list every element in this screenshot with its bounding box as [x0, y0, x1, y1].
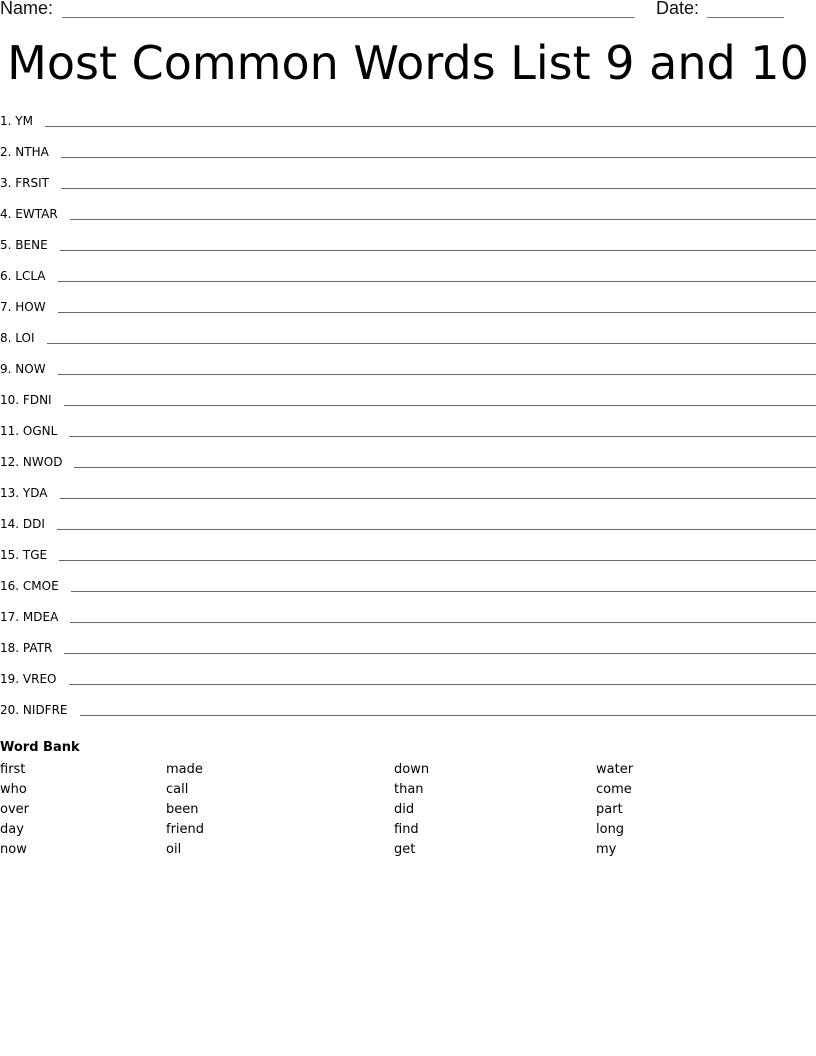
list-item — [0, 112, 816, 143]
scrambled-word — [0, 577, 71, 595]
word-bank-word: long — [596, 822, 625, 837]
word-bank-column — [166, 760, 204, 860]
scrambled-word — [0, 236, 60, 254]
word-bank-word: down — [394, 762, 430, 777]
item-scramble: NWOD — [22, 455, 63, 469]
scrambled-word — [0, 515, 57, 533]
word-bank-word: find — [394, 822, 419, 837]
word-bank-word: over — [0, 802, 29, 817]
word-bank-word: than — [394, 782, 424, 797]
answer-line[interactable] — [60, 236, 816, 251]
item-scramble: VREO — [22, 672, 57, 686]
item-number: 7. — [0, 300, 12, 314]
item-number: 5. — [0, 238, 12, 252]
item-number: 1. — [0, 114, 12, 128]
word-bank-word: water — [596, 762, 634, 777]
scrambled-word — [0, 391, 64, 409]
answer-line[interactable] — [70, 608, 816, 623]
word-bank-word: did — [394, 802, 415, 817]
answer-line[interactable] — [61, 143, 816, 158]
list-item — [0, 391, 816, 422]
answer-line[interactable] — [57, 515, 816, 530]
item-number: 11. — [0, 424, 20, 438]
list-item — [0, 143, 816, 174]
answer-line[interactable] — [47, 329, 816, 344]
item-scramble: PATR — [22, 641, 53, 655]
item-scramble: FRSIT — [15, 176, 50, 190]
answer-line[interactable] — [58, 298, 816, 313]
scrambled-word — [0, 546, 59, 564]
item-scramble: LCLA — [15, 269, 46, 283]
date-label: Date: — [656, 0, 700, 18]
item-number: 4. — [0, 207, 12, 221]
item-number: 17. — [0, 610, 20, 624]
header — [0, 0, 816, 24]
item-scramble: NIDFRE — [22, 703, 68, 717]
item-number: 8. — [0, 331, 12, 345]
word-bank-word: who — [0, 782, 27, 797]
answer-line[interactable] — [71, 577, 816, 592]
answer-line[interactable] — [45, 112, 816, 127]
scrambled-word — [0, 422, 69, 440]
word-bank-title: Word Bank — [0, 740, 80, 755]
name-blank-line[interactable] — [62, 17, 635, 18]
list-item — [0, 298, 816, 329]
name-label: Name: — [0, 0, 54, 18]
word-bank-word: now — [0, 842, 27, 857]
list-item — [0, 267, 816, 298]
answer-line[interactable] — [69, 422, 816, 437]
scrambled-word — [0, 143, 61, 161]
item-number: 16. — [0, 579, 20, 593]
answer-line[interactable] — [61, 174, 816, 189]
word-bank-word: oil — [166, 842, 182, 857]
scrambled-word — [0, 112, 45, 130]
scrambled-word — [0, 453, 74, 471]
scrambled-word — [0, 360, 58, 378]
word-bank-word: first — [0, 762, 26, 777]
scrambled-word — [0, 670, 69, 688]
item-number: 14. — [0, 517, 20, 531]
scrambled-word — [0, 267, 58, 285]
item-scramble: FDNI — [22, 393, 52, 407]
scrambled-word — [0, 639, 64, 657]
item-scramble: BENE — [15, 238, 48, 252]
word-bank-word: get — [394, 842, 416, 857]
item-scramble: EWTAR — [15, 207, 58, 221]
item-scramble: NTHA — [15, 145, 49, 159]
list-item — [0, 422, 816, 453]
date-blank-line[interactable] — [707, 17, 784, 18]
list-item — [0, 515, 816, 546]
answer-line[interactable] — [70, 205, 816, 220]
word-bank-word: my — [596, 842, 617, 857]
list-item — [0, 236, 816, 267]
answer-line[interactable] — [58, 360, 816, 375]
list-item — [0, 329, 816, 360]
scrambled-word — [0, 608, 70, 626]
list-item — [0, 670, 816, 701]
item-number: 15. — [0, 548, 20, 562]
list-item — [0, 205, 816, 236]
item-scramble: CMOE — [22, 579, 59, 593]
item-number: 10. — [0, 393, 20, 407]
item-scramble: LOI — [15, 331, 35, 345]
item-number: 19. — [0, 672, 20, 686]
answer-line[interactable] — [80, 701, 816, 716]
list-item — [0, 174, 816, 205]
item-scramble: NOW — [15, 362, 46, 376]
answer-line[interactable] — [59, 546, 816, 561]
list-item — [0, 701, 816, 732]
answer-line[interactable] — [74, 453, 816, 468]
item-scramble: DDI — [22, 517, 45, 531]
item-number: 20. — [0, 703, 20, 717]
scrambled-word — [0, 174, 61, 192]
item-scramble: TGE — [22, 548, 48, 562]
item-number: 12. — [0, 455, 20, 469]
word-bank-column — [596, 760, 633, 860]
answer-line[interactable] — [58, 267, 816, 282]
word-bank-word: day — [0, 822, 24, 837]
item-number: 18. — [0, 641, 20, 655]
item-scramble: HOW — [15, 300, 46, 314]
answer-line[interactable] — [64, 391, 816, 406]
list-item — [0, 453, 816, 484]
list-item — [0, 577, 816, 608]
word-bank-column — [0, 760, 29, 860]
item-number: 13. — [0, 486, 20, 500]
list-item — [0, 484, 816, 515]
answer-line[interactable] — [69, 670, 816, 685]
list-item — [0, 608, 816, 639]
list-item — [0, 546, 816, 577]
scrambled-word — [0, 298, 58, 316]
scrambled-word — [0, 205, 70, 223]
word-bank-column — [394, 760, 429, 860]
word-bank-word: part — [596, 802, 623, 817]
list-item — [0, 360, 816, 391]
answer-line[interactable] — [60, 484, 816, 499]
word-bank-word: come — [596, 782, 632, 797]
word-bank-word: been — [166, 802, 199, 817]
item-scramble: MDEA — [22, 610, 59, 624]
answer-line[interactable] — [64, 639, 816, 654]
scramble-list — [0, 112, 816, 732]
item-number: 9. — [0, 362, 12, 376]
item-number: 2. — [0, 145, 12, 159]
item-number: 6. — [0, 269, 12, 283]
scrambled-word — [0, 484, 60, 502]
item-scramble: YDA — [22, 486, 48, 500]
item-number: 3. — [0, 176, 12, 190]
word-bank-word: friend — [166, 822, 205, 837]
word-bank-word: made — [166, 762, 203, 777]
scrambled-word — [0, 701, 80, 719]
scrambled-word — [0, 329, 47, 347]
list-item — [0, 639, 816, 670]
word-bank-word: call — [166, 782, 189, 797]
page-title: Most Common Words List 9 and 10 — [7, 36, 809, 90]
item-scramble: YM — [15, 114, 33, 128]
item-scramble: OGNL — [22, 424, 58, 438]
